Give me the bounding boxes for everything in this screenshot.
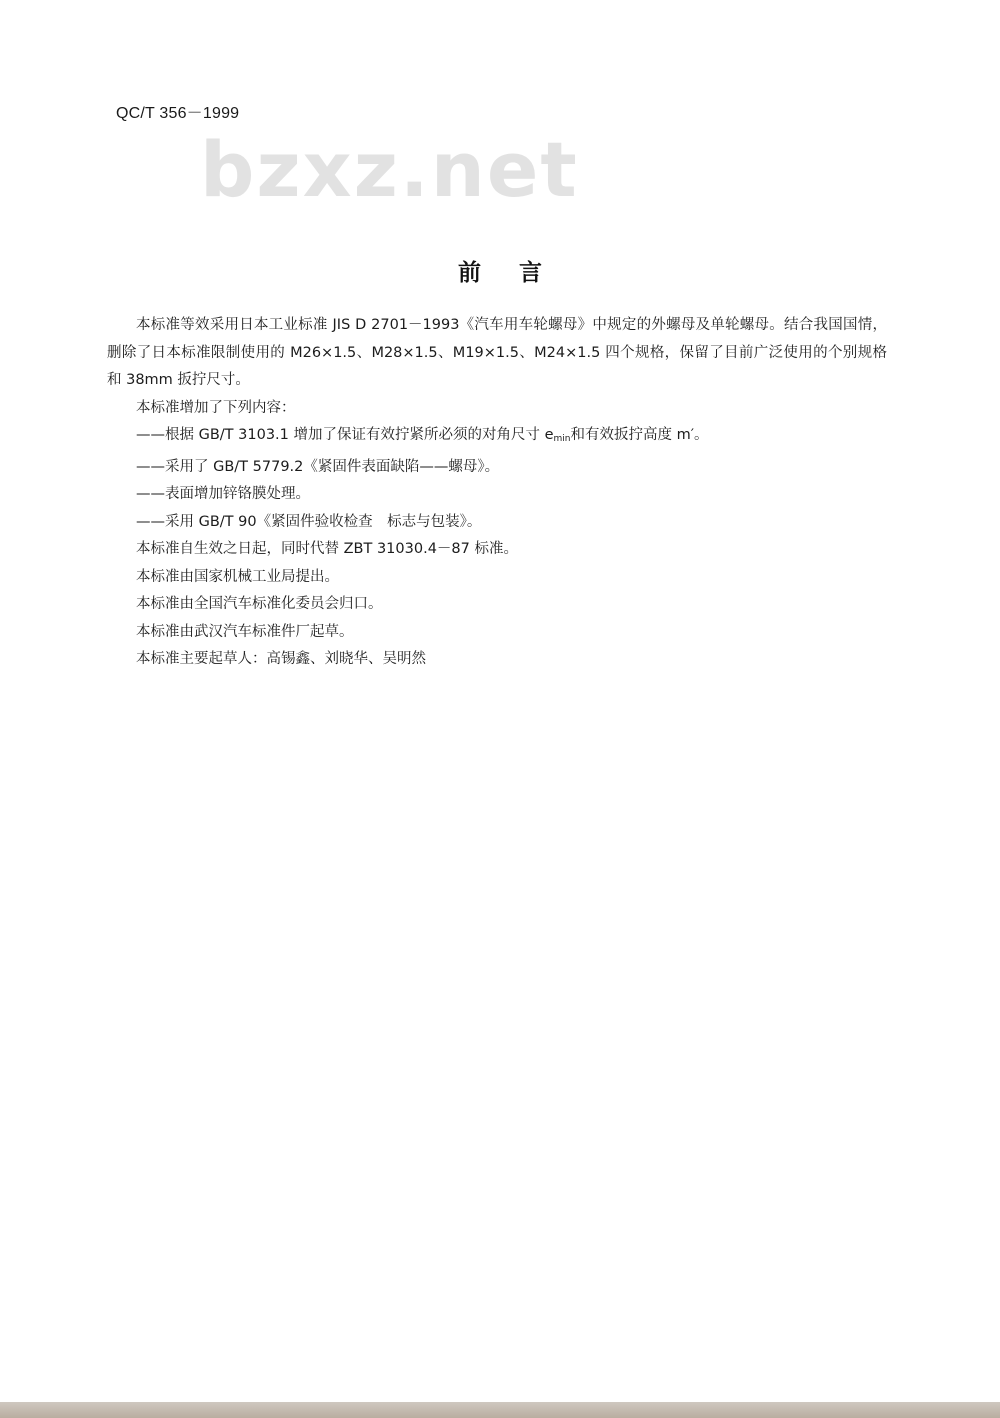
paragraph-drafters: 本标准主要起草人：高锡鑫、刘晓华、吴明然: [136, 651, 426, 667]
watermark: bzxz.net: [200, 125, 579, 214]
scan-bottom-edge: [0, 1402, 1000, 1418]
paragraph-centralized-by: 本标准由全国汽车标准化委员会归口。: [136, 596, 383, 612]
list-item-text: ——根据 GB/T 3103.1 增加了保证有效拧紧所必须的对角尺寸 e: [136, 427, 554, 443]
foreword-body: [107, 312, 887, 674]
paragraph-additions-intro: 本标准增加了下列内容：: [136, 399, 296, 416]
list-item-text: 和有效扳拧高度 m′。: [570, 427, 709, 443]
paragraph-adoption: 本标准等效采用日本工业标准 JIS D 2701－1993《汽车用车轮螺母》中规定的外螺母及单轮螺母。结合我国国情，删除了日本标准限制使用的 M26×1.5、M28×1.5、M19×1.5、M24×1.5 四个规格，保留了目前广泛使用的个别规格和 38mm 扳拧尺寸。: [107, 317, 887, 388]
paragraph-drafted-by: 本标准由武汉汽车标准件厂起草。: [136, 623, 354, 640]
list-item-zinc-chromate: ——表面增加锌铬膜处理。: [136, 486, 310, 502]
paragraph-proposed-by: 本标准由国家机械工业局提出。: [136, 568, 339, 585]
paragraph-replacement: 本标准自生效之日起，同时代替 ZBT 31030.4－87 标准。: [136, 541, 518, 557]
list-item-acceptance: ——采用 GB/T 90《紧固件验收检查 标志与包装》。: [136, 513, 482, 530]
page-title: 前言: [458, 260, 580, 286]
document-code: QC/T 356－1999: [116, 105, 240, 122]
list-item-diagonal-size: [107, 422, 887, 454]
list-item-surface-defects: ——采用了 GB/T 5779.2《紧固件表面缺陷——螺母》。: [136, 458, 500, 475]
subscript-min: min: [553, 434, 571, 444]
